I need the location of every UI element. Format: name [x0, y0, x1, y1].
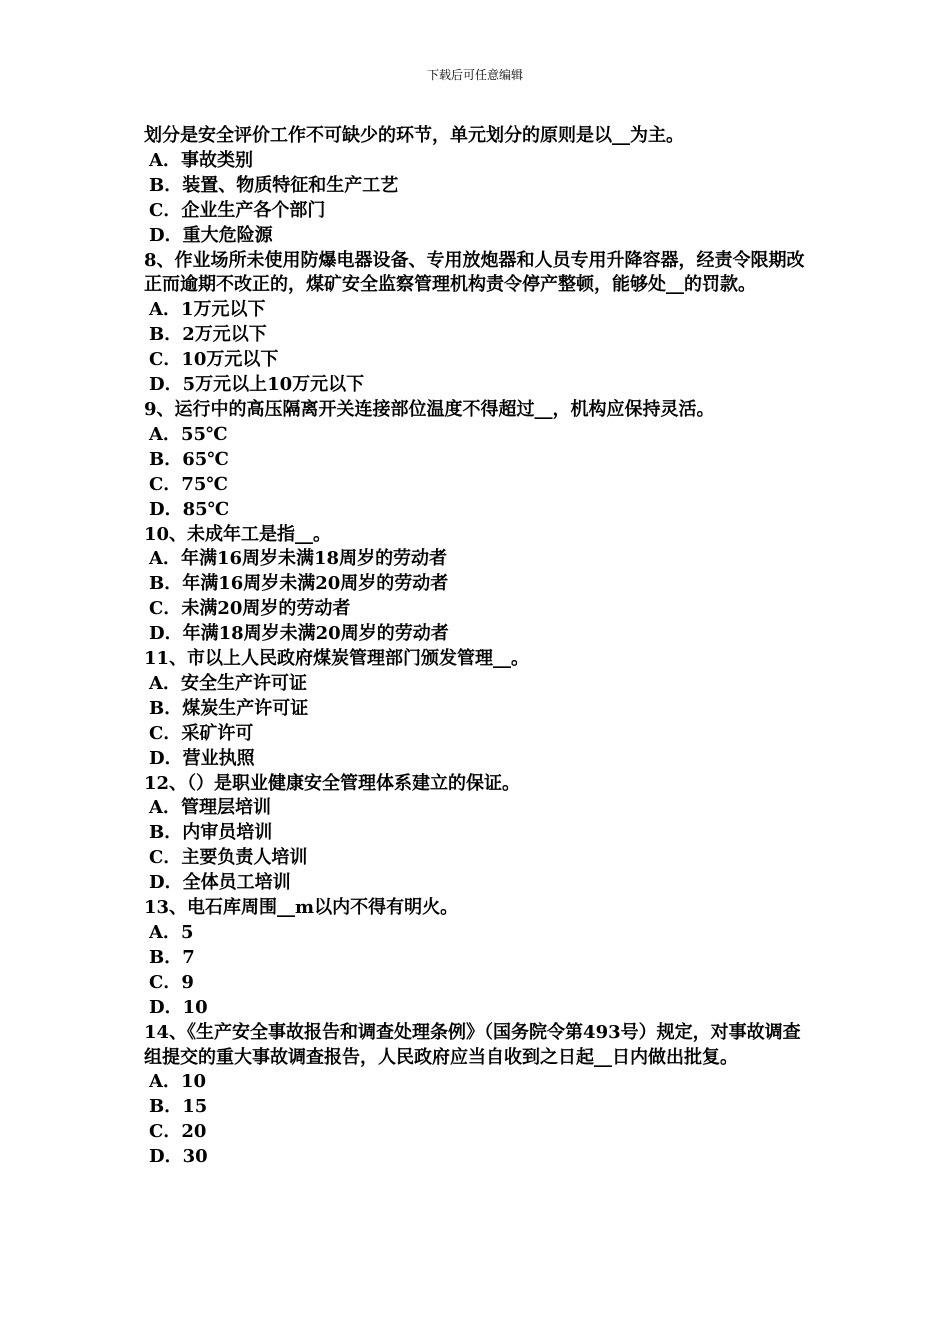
option-b: B．内审员培训 [149, 822, 273, 844]
option-b: B．煤炭生产许可证 [149, 697, 309, 719]
option-d: D．5万元以上10万元以下 [149, 374, 365, 396]
question-list [144, 124, 812, 1170]
option-c: C．企业生产各个部门 [149, 199, 326, 221]
option-b: B．装置、物质特征和生产工艺 [149, 174, 399, 196]
option-a: A．管理层培训 [149, 797, 271, 819]
question-text: 划分是安全评价工作不可缺少的环节，单元划分的原则是以__为主。 [144, 125, 684, 146]
question-text: 9、运行中的高压隔离开关连接部位温度不得超过__，机构应保持灵活。 [144, 398, 715, 420]
option-a: A．5 [149, 922, 194, 943]
page-header: 下载后可任意编辑 [426, 68, 523, 82]
question-block [144, 896, 812, 1021]
option-c: C．10万元以下 [149, 349, 279, 371]
question-block [144, 398, 812, 523]
question-block [144, 124, 812, 249]
question-text: 13、电石库周围__m以内不得有明火。 [144, 897, 459, 919]
option-a: A．事故类别 [149, 149, 253, 171]
option-d: D．85℃ [149, 498, 230, 520]
option-d: D．10 [149, 996, 208, 1018]
question-text: 10、未成年工是指__。 [144, 523, 332, 545]
option-d: D．全体员工培训 [149, 872, 291, 894]
option-d: D．年满18周岁未满20周岁的劳动者 [149, 623, 449, 645]
option-c: C．采矿许可 [149, 722, 254, 744]
option-b: B．15 [149, 1096, 208, 1118]
option-a: A．10 [149, 1071, 207, 1093]
question-block [144, 249, 812, 398]
option-c: C．9 [149, 971, 194, 993]
option-d: D．重大危险源 [149, 224, 273, 246]
option-b: B．7 [149, 946, 195, 968]
option-b: B．年满16周岁未满20周岁的劳动者 [149, 573, 449, 595]
option-d: D．30 [149, 1146, 208, 1168]
question-block [144, 523, 812, 648]
option-b: B．65℃ [149, 448, 229, 470]
option-c: C．未满20周岁的劳动者 [149, 598, 351, 620]
option-c: C．20 [149, 1121, 207, 1143]
option-c: C．主要负责人培训 [149, 847, 308, 869]
question-block [144, 772, 812, 897]
option-c: C．75℃ [149, 473, 228, 495]
option-a: A．55℃ [149, 423, 228, 445]
option-a: A．年满16周岁未满18周岁的劳动者 [149, 548, 448, 570]
question-text: 8、作业场所未使用防爆电器设备、专用放炮器和人员专用升降容器，经责令限期改正而逾期不改正的，煤矿安全监察管理机构责令停产整顿，能够处__的罚款。 [144, 249, 805, 296]
option-b: B．2万元以下 [149, 324, 267, 346]
question-text: 14、《生产安全事故报告和调查处理条例》（国务院令第493号）规定，对事故调查组提交的重大事故调查报告，人民政府应当自收到之日起__日内做出批复。 [144, 1021, 801, 1068]
option-a: A．1万元以下 [149, 299, 266, 321]
question-block [144, 1021, 812, 1170]
option-d: D．营业执照 [149, 747, 255, 769]
option-a: A．安全生产许可证 [149, 672, 307, 694]
question-block [144, 647, 812, 772]
question-text: 11、市以上人民政府煤炭管理部门颁发管理__。 [144, 648, 530, 670]
question-text: 12、（）是职业健康安全管理体系建立的保证。 [144, 772, 521, 794]
